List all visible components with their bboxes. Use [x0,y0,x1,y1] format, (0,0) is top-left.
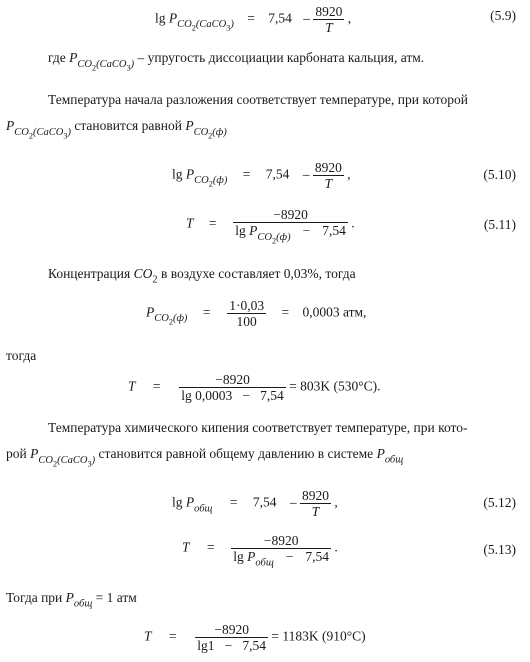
subscript: общ [194,503,213,515]
temperature-symbol: T [144,628,152,644]
pressure-symbol: P [69,50,78,65]
denominator [231,548,331,569]
constant-a: 7,54 [322,223,346,238]
denominator: T [324,176,333,191]
text: Концентрация [48,266,131,281]
pressure-symbol: P [185,118,194,133]
denominator: lg1 − 7,54 [197,638,267,653]
text: = 1 атм [95,590,137,605]
minus-sign: − [285,549,294,564]
equals-sign: = [247,10,255,26]
denominator: T [311,504,320,519]
minus-sign: – [302,166,310,182]
co2-formula: CO [133,266,153,281]
equals-sign: = [206,539,215,555]
punctuation: , [334,494,338,510]
lg-symbol: lg [233,549,244,564]
denominator: T [325,20,333,35]
subscript-index: 3 [63,131,68,141]
subscript-index: 2 [208,131,213,141]
paragraph-text [6,446,404,469]
subscript-part: (CaCO [96,58,127,70]
pressure-symbol: P [65,590,74,605]
equals-sign: = [281,304,290,320]
lg-symbol: lg [172,494,183,510]
pressure-symbol: P [376,446,385,461]
equals-sign: = [202,304,211,320]
punctuation: , [347,166,351,182]
equation-5-10 [172,160,351,191]
equals-sign: = [229,494,238,510]
numerator: −8920 [273,207,308,222]
equation-number: (5.11) [483,217,516,232]
numerator: 8920 [314,160,342,175]
paragraph-text: Температура начала разложения соответствует температуре, при которой [48,92,468,107]
constant-a: 7,54 [252,494,277,510]
pressure-symbol: P [247,549,256,564]
pressure-symbol: P [6,118,15,133]
pressure-symbol: P [168,10,178,26]
lg-symbol: lg [172,166,183,182]
subscript-index: 2 [191,24,196,34]
subscript: CO [193,126,209,138]
subscript-part: (ф) [212,126,227,138]
subscript-part: ) [67,126,71,138]
fraction [195,622,268,653]
paragraph-text [6,590,137,610]
pressure-symbol: P [185,166,195,182]
subscript-part: (CaCO [57,454,88,466]
numerator: −8920 [214,622,249,637]
subscript: общ [384,454,404,466]
numerator: −8920 [263,533,299,548]
subscript: CO [257,231,273,243]
fraction [233,207,348,246]
subscript-part: (ф) [212,175,228,187]
result-value: = 1183K (910°C) [271,628,366,644]
subscript: CO [154,313,169,325]
fraction [231,533,331,569]
subscript: CO [194,175,209,187]
punctuation: . [351,215,355,231]
fraction [227,298,266,329]
pressure-symbol: P [249,223,258,238]
constant-a: 7,54 [305,549,330,564]
equals-sign: = [242,166,251,182]
denominator: lg 0,0003 − 7,54 [181,388,284,403]
subscript-index: 3 [226,24,231,34]
pressure-symbol: P [146,304,155,320]
subscript-index: 3 [126,63,131,73]
paragraph-text [6,118,227,141]
text: становится равной [74,118,182,133]
subscript-index: 3 [87,459,92,469]
equals-sign: = [168,628,177,644]
temperature-symbol: T [186,215,194,231]
equals-sign: = [152,378,161,394]
subscript-part: (ф) [172,313,188,325]
temperature-symbol: T [182,539,190,555]
subscript-index: 2 [152,274,158,286]
constant-a: 7,54 [265,166,290,182]
definition-line [48,50,425,73]
text: в воздухе составляет 0,03%, тогда [161,266,356,281]
equation-5-9 [155,4,351,35]
text: становится равной общему давлению в системе [98,446,374,461]
fraction [313,4,344,35]
paragraph-text [48,266,356,286]
lg-symbol: lg [155,10,166,26]
numerator: 8920 [315,4,343,19]
lg-symbol: lg [235,223,246,238]
subscript: общ [255,557,274,569]
numerator: 1·0,03 [229,298,265,313]
punctuation: , [347,10,352,26]
fraction [300,488,331,519]
minus-sign: − [302,223,311,238]
subscript: общ [73,598,93,610]
subscript: CO [77,58,92,70]
pressure-symbol: P [185,494,195,510]
fraction [179,372,286,403]
subscript-part: (CaCO [195,19,227,31]
minus-sign: – [303,10,310,26]
temperature-symbol: T [128,378,136,394]
equation-5-13 [182,533,338,569]
equation-number: (5.13) [483,542,516,557]
subscript-part: ) [130,58,135,70]
constant-a: 7,54 [268,10,292,26]
subscript-part: ) [91,454,96,466]
numerator: 8920 [302,488,329,503]
result-value: = 803K (530°C). [289,378,381,394]
equation-pressure [146,298,366,329]
subscript-index: 2 [208,180,213,190]
text: где [48,50,66,65]
result-value: 0,0003 атм, [302,304,367,320]
paragraph-text: Температура химического кипения соответствует температуре, при кото- [48,420,468,435]
paragraph-text: тогда [6,348,37,363]
subscript-index: 2 [52,459,58,469]
equation-number: (5.9) [490,8,516,23]
equation-number: (5.10) [483,167,516,182]
subscript-part: (ф) [276,231,291,243]
equation-temperature-2 [144,622,366,653]
subscript: CO [14,126,29,138]
fraction [313,160,344,191]
subscript: CO [177,19,192,31]
subscript-index: 2 [91,63,97,73]
punctuation: . [334,539,338,555]
text: – упругость диссоциации карбоната кальция, атм. [137,50,425,65]
subscript-part: (CaCO [32,126,64,138]
denominator: 100 [227,313,266,329]
equals-sign: = [208,215,217,231]
subscript-index: 2 [28,131,33,141]
text: Тогда при [6,590,63,605]
text: рой [6,446,27,461]
subscript-index: 2 [272,236,277,246]
denominator [233,222,348,246]
minus-sign: – [289,494,297,510]
subscript: CO [38,454,53,466]
equation-5-11 [186,207,355,246]
subscript-part: ) [230,19,234,31]
numerator: −8920 [215,372,250,387]
equation-number: (5.12) [483,495,516,510]
pressure-symbol: P [30,446,39,461]
equation-5-12 [172,488,338,519]
equation-temperature-1 [128,372,381,403]
subscript-index: 2 [168,318,173,328]
